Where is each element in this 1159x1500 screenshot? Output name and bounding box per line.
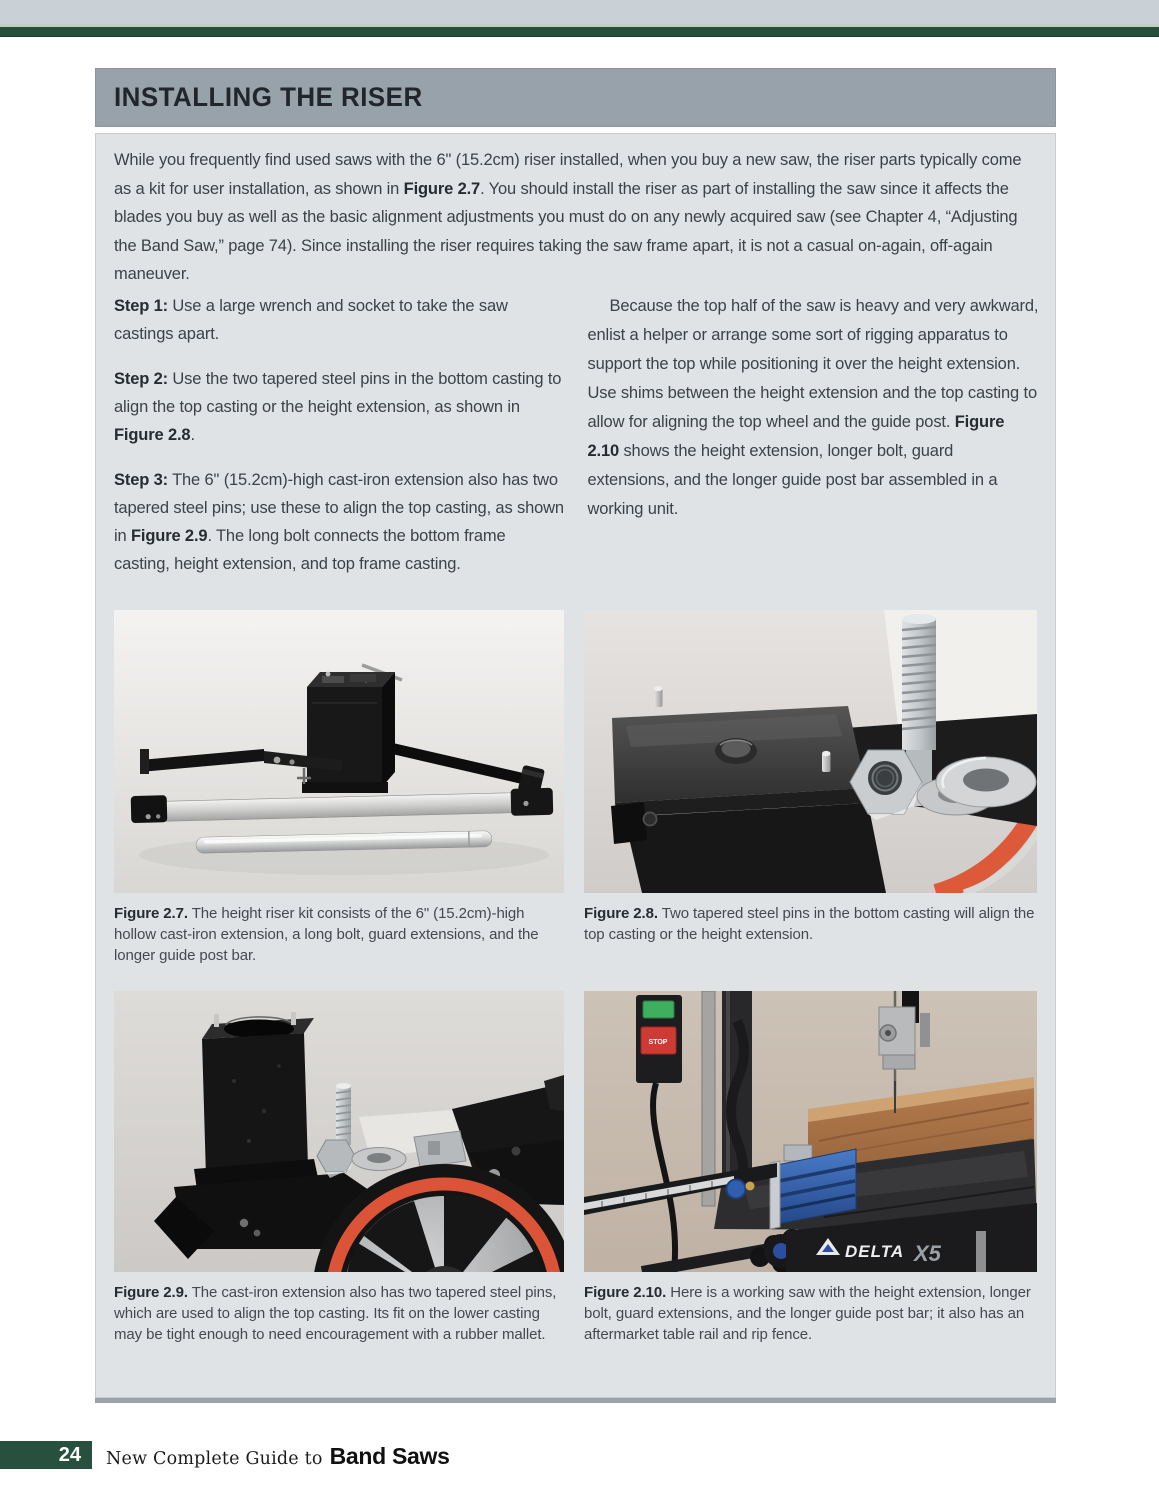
washer (352, 1148, 406, 1171)
steps-column (114, 292, 566, 595)
figure-2-10-photo (584, 991, 1037, 1272)
step-2-label: Step 2: (114, 370, 168, 388)
figure-2-10-caption (584, 1272, 1037, 1345)
step-2-text: Use the two tapered steel pins in the bottom casting to align the top casting or the height extension, as shown in (114, 370, 562, 416)
step-3-text: The 6" (15.2cm)-high cast-iron extension also has two tapered steel pins; use these to align the top casting, as shown in (114, 471, 564, 545)
cast-iron-extension (194, 1012, 320, 1197)
step-2 (114, 365, 566, 449)
page-number-box (0, 1441, 92, 1469)
figure-2-7-caption-label: Figure 2.7. (114, 905, 188, 922)
section-body (95, 133, 1056, 1398)
figure-2-9-caption-label: Figure 2.9. (114, 1284, 188, 1301)
step-3-text-end: . The long bolt connects the bottom frame casting, height extension, and top frame casting. (114, 527, 506, 573)
figure-2-8-caption-text: Two tapered steel pins in the bottom casting will align the top casting or the height extension. (584, 905, 1035, 943)
figure-2-8-caption-label: Figure 2.8. (584, 905, 658, 922)
tapered-pin (654, 686, 663, 707)
figure-2-7-photo (114, 610, 564, 893)
stop-button-label: STOP (648, 1039, 668, 1046)
figures-grid (114, 610, 1039, 1345)
step-1-label: Step 1: (114, 297, 168, 315)
delta-logo-text: DELTA (845, 1242, 905, 1261)
note-column (588, 292, 1040, 595)
installing-riser-panel (95, 68, 1056, 1398)
figure-2-9-caption (114, 1272, 564, 1345)
intro-text-2: . You should install the riser as part of installing the saw since it affects the blades you buy as well as the basic alignment adjustments you must do on any newly acquired saw (see Chapter 4, “Adjusting the Band Saw,” page 74). Since installing the riser requires taking the saw frame apart, it is not a casual on-again, off-again maneuver. (114, 179, 1018, 283)
step-3-label: Step 3: (114, 471, 168, 489)
tapered-pin (822, 751, 831, 772)
figure-2-10-caption-label: Figure 2.10. (584, 1284, 667, 1301)
threaded-stud (336, 1083, 351, 1145)
note-text-1: Because the top half of the saw is heavy and very awkward, enlist a helper or arrange some sort of rigging apparatus to support the top while positioning it over the height extension. Use shims between the height extension and the top casting to allow for aligning the top wheel and the guide post. (587, 297, 1039, 431)
figure-2-10-caption-text: Here is a working saw with the height extension, longer bolt, guard extensions, and the longer guide post bar; it also has an aftermarket table rail and rip fence. (584, 1284, 1031, 1343)
intro-paragraph (114, 146, 1039, 289)
accent-green-bar (0, 27, 1159, 37)
figure-2-7-caption-text: The height riser kit consists of the 6" (15.2cm)-high hollow cast-iron extension, a long bolt, guard extensions, and the longer guide post bar. (114, 905, 539, 964)
figure-2-9-reference: Figure 2.9 (130, 527, 208, 545)
cast-iron-extension (302, 665, 402, 793)
step-2-text-end: . (190, 426, 195, 444)
step-3 (114, 466, 566, 578)
book-title-prefix: New Complete Guide to (106, 1449, 323, 1469)
figure-2-7-reference: Figure 2.7 (403, 179, 481, 198)
section-header (95, 68, 1056, 127)
book-title-main: Band Saws (329, 1443, 450, 1469)
figure-2-8-caption (584, 893, 1037, 991)
page-top-strip (0, 0, 1159, 24)
book-title (92, 1441, 450, 1469)
figure-2-8-reference: Figure 2.8 (114, 426, 191, 444)
step-1-text: Use a large wrench and socket to take the saw castings apart. (114, 297, 508, 343)
steps-columns (114, 292, 1039, 595)
figure-2-8-photo (584, 610, 1037, 893)
figure-2-10-reference: Figure 2.10 (587, 413, 1005, 460)
figure-2-9-caption-text: The cast-iron extension also has two tapered steel pins, which are used to align the top casting. Its fit on the lower casting may be tight enough to need encouragement with a rubber mallet. (114, 1284, 557, 1343)
figure-2-9-photo (114, 991, 564, 1272)
intro-text-1: While you frequently find used saws with the 6" (15.2cm) riser installed, when you buy a new saw, the riser parts typically come as a kit for user installation, as shown in (114, 151, 1022, 198)
note-paragraph (588, 292, 1040, 524)
note-text-2: shows the height extension, longer bolt, guard extensions, and the longer guide post bar assembled in a working unit. (587, 442, 998, 518)
page-footer (0, 1441, 700, 1469)
x5-logo-text: X5 (914, 1241, 941, 1266)
step-1 (114, 292, 566, 348)
section-title: INSTALLING THE RISER (114, 82, 423, 112)
figure-2-7-caption (114, 893, 564, 991)
page-number: 24 (58, 1443, 81, 1466)
